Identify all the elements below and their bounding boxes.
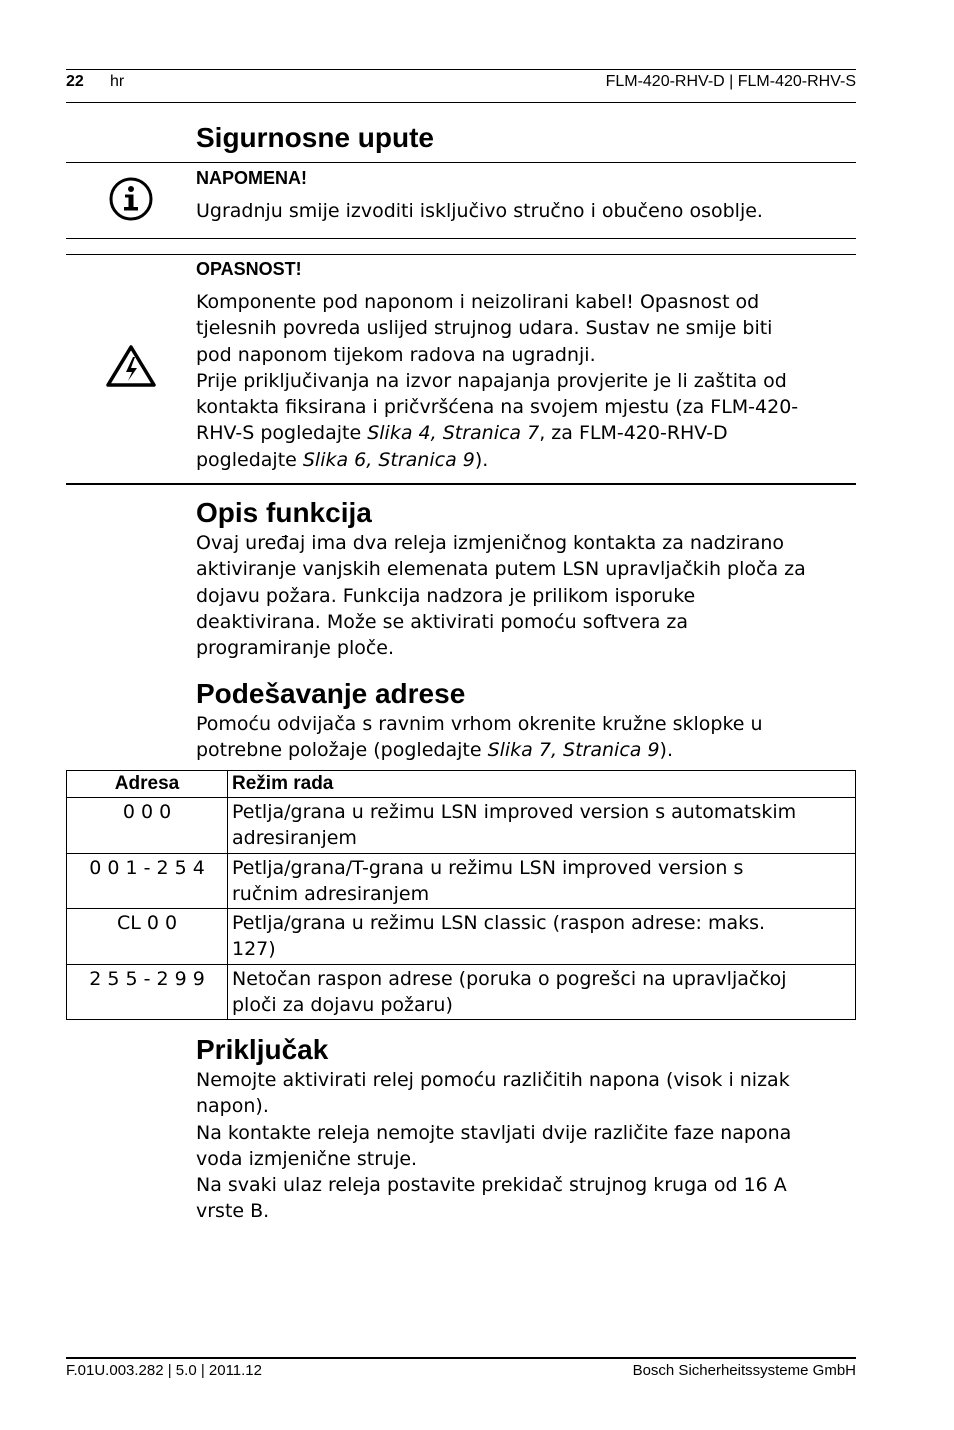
function-text xyxy=(196,530,806,661)
paragraph-line: aktiviranje vanjskih elemenata putem LSN upravljačkih ploča za xyxy=(196,558,806,581)
paragraph-line: Na kontakte releja nemojte stavljati dvije različite faze napona xyxy=(196,1121,792,1144)
danger-text xyxy=(196,289,798,473)
paragraph-line: deaktivirana. Može se aktivirati pomoću softvera za xyxy=(196,610,689,633)
notice-text: Ugradnju smije izvoditi isključivo stručno i obučeno osoblje. xyxy=(196,200,763,222)
danger-line: Komponente pod naponom i neizolirani kabel! Opasnost od xyxy=(196,291,760,313)
address-cell: CL 0 0 xyxy=(67,909,228,965)
product-name: FLM-420-RHV-D | FLM-420-RHV-S xyxy=(605,73,856,90)
mode-cell: Petlja/grana u režimu LSN classic (raspon adrese: maks. 127) xyxy=(228,909,856,965)
high-voltage-warning-icon xyxy=(104,342,158,390)
function-heading: Opis funkcija xyxy=(196,497,372,528)
table-row xyxy=(67,798,856,854)
address-table xyxy=(66,770,856,1020)
paragraph-line: voda izmjenične struje. xyxy=(196,1147,418,1170)
paragraph-line: Pomoću odvijača s ravnim vrhom okrenite kružne sklopke u xyxy=(196,713,763,735)
figure-reference: Slika 7, Stranica 9 xyxy=(487,739,660,762)
notice-bottom-rule xyxy=(66,238,856,239)
safety-heading: Sigurnosne upute xyxy=(196,122,434,153)
mode-cell: Petlja/grana/T-grana u režimu LSN improved version s ručnim adresiranjem xyxy=(228,853,856,909)
column-header-address: Adresa xyxy=(67,771,228,798)
page-number: 22 xyxy=(66,73,84,90)
paragraph-line: napon). xyxy=(196,1095,269,1118)
column-header-mode: Režim rada xyxy=(228,771,856,798)
figure-reference: Slika 4, Stranica 7 xyxy=(367,422,540,445)
danger-line: kontakta fiksirana i pričvršćena na svojem mjestu (za FLM-420- xyxy=(196,396,799,419)
paragraph-line: Nemojte aktivirati relej pomoću različitih napona (visok i nizak xyxy=(196,1069,790,1091)
danger-top-rule xyxy=(66,254,856,255)
paragraph-line: Na svaki ulaz releja postavite prekidač strujnog kruga od 16 A xyxy=(196,1174,787,1197)
address-cell: 2 5 5 - 2 9 9 xyxy=(67,964,228,1020)
paragraph-line: programiranje ploče. xyxy=(196,637,395,660)
connection-heading: Priključak xyxy=(196,1034,329,1065)
danger-label: OPASNOST! xyxy=(196,259,302,279)
address-cell: 0 0 0 xyxy=(67,798,228,854)
table-row xyxy=(67,853,856,909)
info-icon xyxy=(108,176,154,222)
table-row xyxy=(67,909,856,965)
header-bottom-rule xyxy=(66,102,856,103)
danger-line: pogledajte Slika 6, Stranica 9). xyxy=(196,448,489,471)
danger-bottom-rule xyxy=(66,483,856,485)
table-row xyxy=(67,964,856,1020)
paragraph-line: potrebne položaje (pogledajte Slika 7, Stranica 9). xyxy=(196,739,673,762)
address-heading: Podešavanje adrese xyxy=(196,678,466,709)
danger-line: RHV-S pogledajte Slika 4, Stranica 7, za FLM-420-RHV-D xyxy=(196,422,728,445)
danger-line: pod naponom tijekom radova na ugradnji. xyxy=(196,343,596,366)
connection-text xyxy=(196,1067,791,1225)
mode-cell: Netočan raspon adrese (poruka o pogrešci na upravljačkoj ploči za dojavu požaru) xyxy=(228,964,856,1020)
footer-rule xyxy=(66,1357,856,1359)
header-top-rule xyxy=(66,69,856,70)
paragraph-line: Ovaj uređaj ima dva releja izmjeničnog kontakta za nadzirano xyxy=(196,532,785,554)
notice-label: NAPOMENA! xyxy=(196,168,307,188)
figure-reference: Slika 6, Stranica 9 xyxy=(302,448,475,471)
danger-line: Prije priključivanja na izvor napajanja provjerite je li zaštita od xyxy=(196,369,787,392)
address-intro xyxy=(196,711,763,764)
mode-cell: Petlja/grana u režimu LSN improved version s automatskim adresiranjem xyxy=(228,798,856,854)
language-code: hr xyxy=(110,73,125,90)
document-reference: F.01U.003.282 | 5.0 | 2011.12 xyxy=(66,1362,262,1379)
address-cell: 0 0 1 - 2 5 4 xyxy=(67,853,228,909)
paragraph-line: vrste B. xyxy=(196,1200,270,1223)
notice-top-rule xyxy=(66,162,856,163)
danger-line: tjelesnih povreda uslijed strujnog udara. Sustav ne smije biti xyxy=(196,317,773,340)
table-header-row xyxy=(67,771,856,798)
paragraph-line: dojavu požara. Funkcija nadzora je prilikom isporuke xyxy=(196,584,696,607)
company-name: Bosch Sicherheitssysteme GmbH xyxy=(632,1362,856,1379)
